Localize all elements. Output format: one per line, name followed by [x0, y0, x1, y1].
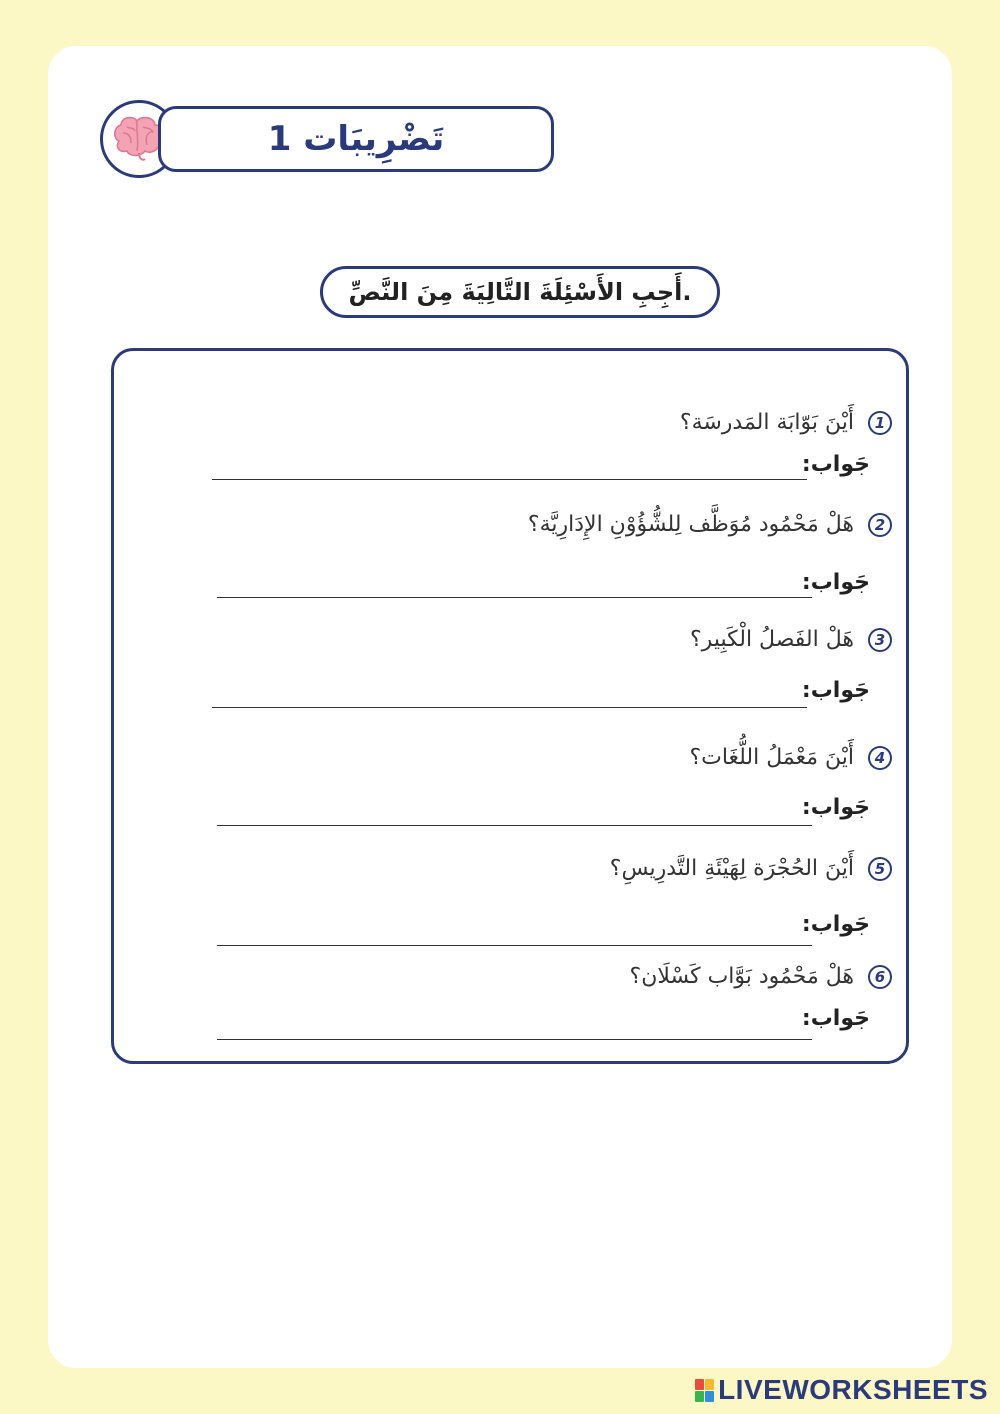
answer-label: جَواب: — [801, 1006, 870, 1031]
worksheet-title: تَضْرِيبَات 1 — [158, 106, 554, 172]
answer-line-1[interactable] — [212, 479, 807, 480]
question-text: أَيْنَ الحُجْرَة لِهَيْئَةِ التَّدرِيسِ؟ — [609, 856, 854, 881]
question-2 — [528, 512, 892, 537]
answer-label: جَواب: — [801, 912, 870, 937]
answer-line-5[interactable] — [217, 945, 812, 946]
answer-label: جَواب: — [801, 570, 870, 595]
question-text: هَلْ مَحْمُود مُوَظَّف لِلشُّؤُوْنِ الإِدَارِيَّة؟ — [527, 512, 854, 537]
question-text: هَلْ الفَصلُ الْكَبِير؟ — [690, 627, 854, 652]
questions-box — [111, 348, 909, 1064]
answer-label: جَواب: — [801, 795, 870, 820]
answer-line-4[interactable] — [217, 825, 812, 826]
answer-label: جَواب: — [801, 452, 870, 477]
question-number: 1 — [868, 411, 892, 435]
question-number: 6 — [868, 965, 892, 989]
answer-line-6[interactable] — [217, 1039, 812, 1040]
question-5 — [610, 856, 892, 881]
question-text: هَلْ مَحْمُود بَوَّاب كَسْلَان؟ — [629, 964, 854, 989]
question-text: أَيْنَ مَعْمَلُ اللُّغَات؟ — [689, 745, 854, 770]
answer-line-2[interactable] — [217, 597, 812, 598]
question-text: أَيْنَ بَوّابَة المَدرسَة؟ — [679, 410, 854, 435]
answer-line-3[interactable] — [212, 707, 807, 708]
question-number: 5 — [868, 857, 892, 881]
liveworksheets-logo[interactable]: LIVEWORKSHEETS — [695, 1374, 988, 1406]
question-3 — [690, 627, 892, 652]
question-6 — [630, 964, 892, 989]
question-1 — [680, 410, 892, 435]
instruction-label: .أَجِبِ الأَسْئِلَةَ التَّالِيَةَ مِنَ النَّصِّ — [320, 266, 720, 318]
answer-label: جَواب: — [801, 678, 870, 703]
question-number: 3 — [868, 628, 892, 652]
question-number: 2 — [868, 513, 892, 537]
question-number: 4 — [868, 746, 892, 770]
logo-mark-icon — [695, 1379, 714, 1402]
question-4 — [689, 745, 892, 770]
